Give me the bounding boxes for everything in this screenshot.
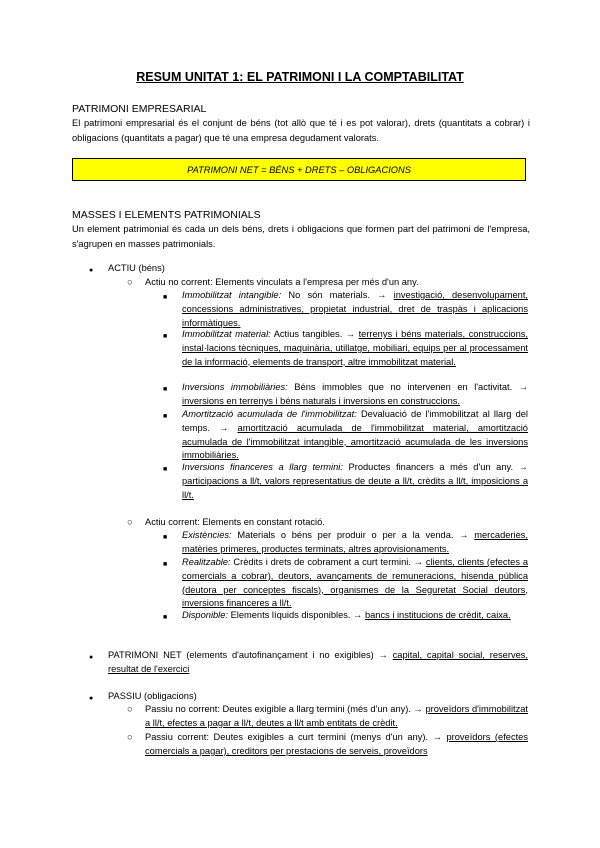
document-title: RESUM UNITAT 1: EL PATRIMONI I LA COMPTABILITAT — [136, 70, 464, 84]
list-item-actiu-corrent: Actiu corrent: Elements en constant rotació. — [145, 517, 325, 527]
paragraph-patrimoni-definition: El patrimoni empresarial és el conjunt de béns (tot allò que té i es pot valorar), drets (quantitats a cobrar) i obligacions (quantitats a pagar) que té una empresa degudament valorats. — [72, 118, 530, 143]
list-item-patrimoni-net: PATRIMONI NET (elements d'autofinançament i no exigibles) → capital, capital social, reserves, resultat de l'exercici — [108, 650, 528, 674]
bullet-disc-icon: ● — [89, 267, 94, 274]
bullet-square-icon: ■ — [163, 561, 168, 568]
list-item-existencies: Existències: Materials o béns per produir o per a la venda. → mercaderies, matèries primeres, productes terminats, altres aprovisionaments. — [182, 530, 528, 554]
heading-patrimoni-empresarial: PATRIMONI EMPRESARIAL — [72, 103, 207, 115]
list-item-realitzable: Realitzable: Crèdits i drets de cobrament a curt termini. → clients, clients (efectes a comercials a cobrar), deutors, avançaments de remuneracions, hisenda pública (deutora per conceptes fiscals), organismes de la Seguretat Social deutors, inversions financeres a ll/t. — [182, 557, 528, 609]
list-item-actiu: ACTIU (béns) — [108, 263, 165, 273]
list-item-passiu: PASSIU (obligacions) — [108, 691, 197, 701]
bullet-square-icon: ■ — [163, 466, 168, 473]
paragraph-element-definition: Un element patrimonial és cada un dels béns, drets i obligacions que formen part del patrimoni de l'empresa, s'agrupen en masses patrimonials. — [72, 224, 530, 249]
bullet-circle-icon: ○ — [127, 732, 133, 742]
bullet-square-icon: ■ — [163, 294, 168, 301]
bullet-square-icon: ■ — [163, 534, 168, 541]
list-item-passiu-corrent: Passiu corrent: Deutes exigibles a curt termini (menys d'un any). → proveïdors (efectes comercials a pagar), creditors per prestacions de serveis, proveïdors — [145, 732, 529, 756]
list-item-immobilitzat-material: Immobilitzat material: Actius tangibles. → terrenys i béns materials, construccions, instal·lacions tècniques, maquinària, utillatge, mobiliari, equips per al processament de la informació, elements de transport, altre immobilitzat material. — [182, 329, 529, 367]
bullet-disc-icon: ● — [89, 654, 94, 661]
bullet-square-icon: ■ — [163, 386, 168, 393]
bullet-disc-icon: ● — [89, 695, 94, 702]
list-item-inversions-financeres-llarg: Inversions financeres a llarg termini: Productes financers a més d'un any. → participacions a ll/t, valors representatius de deute a ll/t, crèdits a ll/t, imposicions a ll/t. — [182, 462, 528, 500]
list-item-inversions-immobiliaries: Inversions immobiliàries: Béns immobles que no intervenen en l'activitat. → inversions en terrenys i béns naturals i inversions en construccions. — [182, 382, 529, 406]
bullet-circle-icon: ○ — [127, 517, 133, 527]
bullet-square-icon: ■ — [163, 333, 168, 340]
list-item-passiu-no-corrent: Passiu no corrent: Deutes exigible a llarg termini (més d'un any). → proveïdors d'immobilitzat a ll/t, efectes a pagar a ll/t, deutes a ll/t amb entitats de crèdit. — [145, 704, 528, 728]
formula-box: PATRIMONI NET = BÉNS + DRETS – OBLIGACIONS — [72, 158, 526, 181]
list-item-actiu-no-corrent: Actiu no corrent: Elements vinculats a l'empresa per més d'un any. — [145, 277, 419, 287]
list-item-amortitzacio-acumulada: Amortització acumulada de l'immobilitzat: Devaluació de l'immobilitzat al llarg del temps. → amortització acumulada de l'immobilitzat material, amortització acumulada de l'immobilitzat intangible, amortització acumulada de les inversions immobiliàries. — [182, 409, 528, 461]
bullet-circle-icon: ○ — [127, 704, 133, 714]
bullet-circle-icon: ○ — [127, 277, 133, 287]
bullet-square-icon: ■ — [163, 413, 168, 420]
list-item-immobilitzat-intangible: Immobilitzat intangible: No són materials. → investigació, desenvolupament, concessions administratives, propietat industrial, dret de traspàs i aplicacions informàtiques. — [182, 290, 528, 328]
heading-masses-elements: MASSES I ELEMENTS PATRIMONIALS — [72, 209, 261, 221]
bullet-square-icon: ■ — [163, 614, 168, 621]
list-item-disponible: Disponible: Elements líquids disponibles. → bancs i institucions de crèdit, caixa. — [182, 610, 511, 620]
